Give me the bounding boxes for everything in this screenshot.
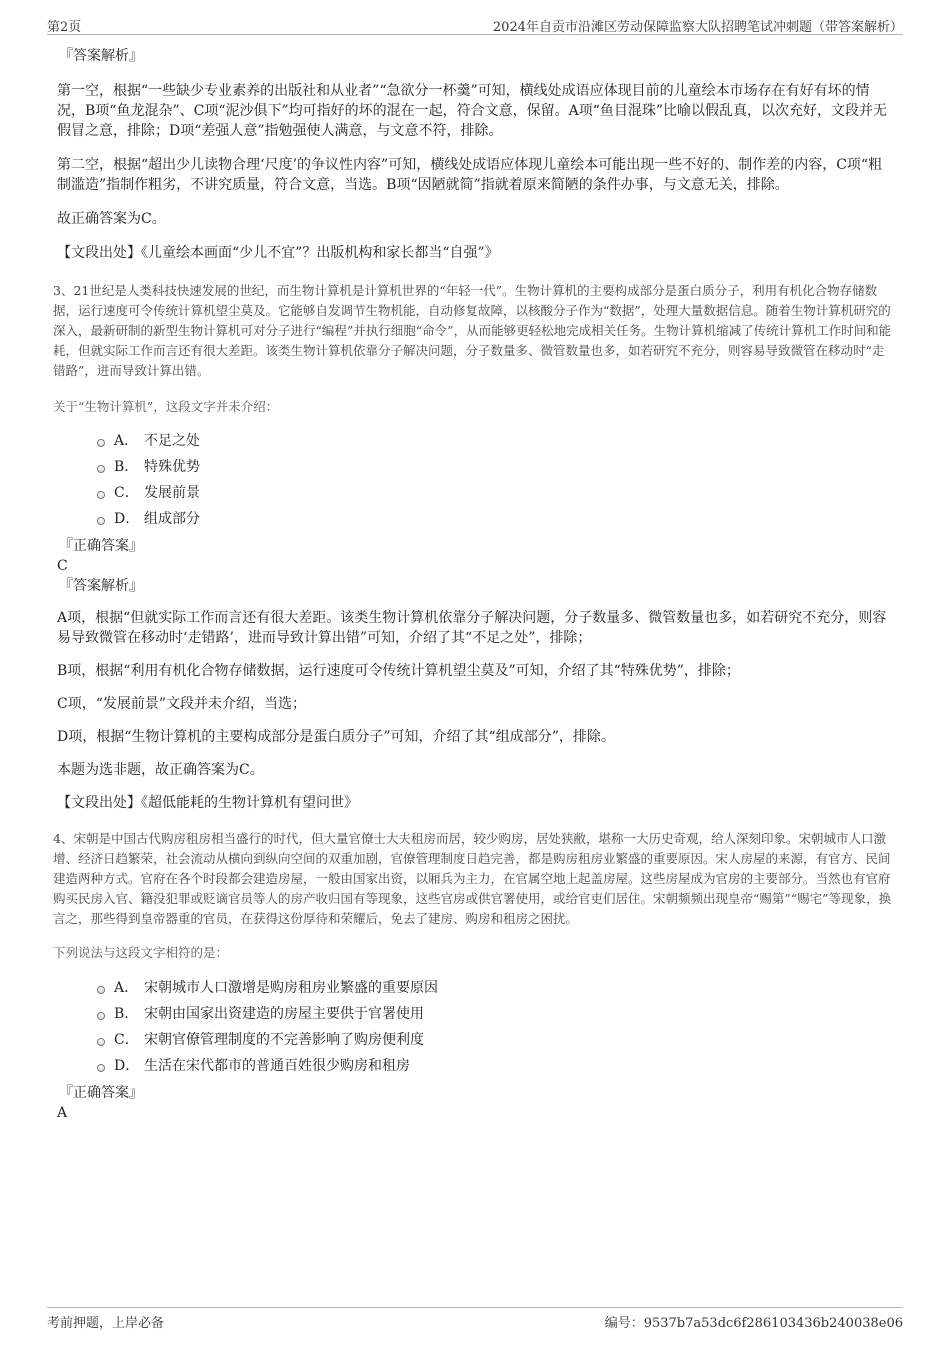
option-text: 生活在宋代都市的普通百姓很少购房和租房	[144, 1058, 410, 1074]
correct-answer: C	[57, 558, 68, 574]
question-4	[53, 829, 892, 1123]
radio-icon[interactable]	[97, 1038, 105, 1046]
radio-icon[interactable]	[97, 986, 105, 994]
footer-slogan: 考前押题，上岸必备	[47, 1316, 165, 1331]
analysis-paragraph: D项，根据“生物计算机的主要构成部分是蛋白质分子”可知，介绍了其“组成部分”，排除。	[57, 729, 615, 745]
analysis-paragraph: 第一空，根据“一些缺少专业素养的出版社和从业者”“急欲分一杯羹”可知，横线处成语应体现目前的儿童绘本市场存在有好有坏的情况，B项“鱼龙混杂”、C项“泥沙俱下”均可指好的坏的混在一起，符合文意，保留。A项“鱼目混珠”比喻以假乱真，以次充好，文段并无假冒之意，排除；D项“差强人意”指勉强使人满意，与文意不符，排除。	[57, 83, 888, 139]
document-title: 2024年自贡市沿滩区劳动保障监察大队招聘笔试冲刺题（带答案解析）	[492, 20, 903, 35]
option-list	[97, 975, 892, 1079]
option-letter: A．	[114, 433, 139, 449]
question-text: 4、宋朝是中国古代购房租房相当盛行的时代，但大量官僚士大夫租房而居，较少购房，居处狭敝，堪称一大历史奇观，给人深刻印象。宋朝城市人口激增、经济日趋繁荣，社会流动从横向到纵向空间的双重加剧，官僚管理制度日趋完善，都是购房租房业繁盛的重要原因。宋人房屋的来源，有官方、民间建造两种方式。官府在各个时段都会建造房屋，一般由国家出资，以厢兵为主力，在官属空地上起盖房屋。这些房屋成为官房的主要部分。当然也有官府购买民房入官、籍没犯罪或贬谪官员等人的房产收归国有等现象，这些官房或供官署使用，或给官吏们居住。宋朝频频出现皇帝“赐第”“赐宅”等现象，换言之，那些得到皇帝器重的官员，在获得这份厚待和荣耀后，免去了建房、购房和租房之困扰。	[53, 831, 892, 926]
option-a[interactable]	[97, 975, 892, 1001]
radio-icon[interactable]	[97, 1012, 105, 1020]
document-serial: 编号：9537b7a53dc6f286103436b240038e06	[604, 1316, 903, 1331]
page-footer	[47, 1307, 903, 1331]
correct-answer: A	[57, 1105, 68, 1121]
option-text: 宋朝城市人口激增是购房租房业繁盛的重要原因	[144, 980, 438, 996]
radio-icon[interactable]	[97, 491, 105, 499]
option-list	[97, 428, 892, 532]
source-citation: 【文段出处】《超低能耗的生物计算机有望问世》	[57, 795, 358, 811]
radio-icon[interactable]	[97, 517, 105, 525]
option-d[interactable]	[97, 506, 892, 532]
option-text: 发展前景	[144, 485, 200, 501]
radio-icon[interactable]	[97, 465, 105, 473]
page-number: 第2页	[47, 20, 82, 35]
option-c[interactable]	[97, 480, 892, 506]
question-text: 3、21世纪是人类科技快速发展的世纪，而生物计算机是计算机世界的“年轻一代”。生物计算机的主要构成部分是蛋白质分子，利用有机化合物存储数据，运行速度可令传统计算机望尘莫及。它能够自发调节生物机能，自动修复故障，以核酸分子作为“数据”，处理大量数据信息。随着生物计算机研究的深入，最新研制的新型生物计算机可对分子进行“编程”并执行细胞“命令”，从而能够更轻松地完成相关任务。生物计算机缩减了传统计算机工作时间和能耗，但就实际工作而言还有很大差距。该类生物计算机依靠分子解决问题，分子数量多、微管数量也多，如若研究不充分，则容易导致微管在移动时“走错路”，进而导致计算出错。	[53, 283, 892, 378]
option-a[interactable]	[97, 428, 892, 454]
option-text: 组成部分	[144, 511, 200, 527]
q2-analysis-section	[57, 46, 892, 263]
analysis-paragraph: B项，根据“利用有机化合物存储数据，运行速度可令传统计算机望尘莫及”可知，介绍了其“特殊优势”，排除；	[57, 663, 740, 679]
option-letter: A．	[114, 980, 139, 996]
question-3	[53, 281, 892, 813]
option-letter: B．	[114, 459, 139, 475]
option-text: 特殊优势	[144, 459, 200, 475]
option-d[interactable]	[97, 1053, 892, 1079]
option-letter: D．	[114, 1058, 140, 1074]
option-c[interactable]	[97, 1027, 892, 1053]
option-letter: D．	[114, 511, 140, 527]
page-header	[47, 14, 903, 35]
analysis-paragraph: C项，“发展前景”文段并未介绍，当选；	[57, 696, 307, 712]
question-prompt: 下列说法与这段文字相符的是：	[53, 945, 229, 960]
question-prompt: 关于“生物计算机”，这段文字并未介绍：	[53, 399, 279, 414]
option-letter: C．	[114, 485, 139, 501]
option-text: 宋朝官僚管理制度的不完善影响了购房便利度	[144, 1032, 424, 1048]
analysis-paragraph: A项，根据“但就实际工作而言还有很大差距。该类生物计算机依靠分子解决问题，分子数量多、微管数量也多，如若研究不充分，则容易导致微管在移动时‘走错路’，进而导致计算出错”可知，介绍了其“不足之处”，排除；	[57, 610, 887, 646]
option-text: 不足之处	[144, 433, 200, 449]
analysis-conclusion: 故正确答案为C。	[57, 211, 166, 227]
option-letter: C．	[114, 1032, 139, 1048]
analysis-conclusion: 本题为选非题，故正确答案为C。	[57, 762, 264, 778]
correct-answer-label: 『正确答案』	[59, 538, 143, 554]
correct-answer-label: 『正确答案』	[59, 1085, 143, 1101]
radio-icon[interactable]	[97, 1064, 105, 1072]
source-citation: 【文段出处】《儿童绘本画面“少儿不宜”？出版机构和家长都当“自强”》	[57, 245, 499, 261]
analysis-label: 『答案解析』	[59, 578, 143, 594]
option-b[interactable]	[97, 454, 892, 480]
option-text: 宋朝由国家出资建造的房屋主要供于官署使用	[144, 1006, 424, 1022]
analysis-paragraph: 第二空，根据“超出少儿读物合理‘尺度’的争议性内容”可知，横线处成语应体现儿童绘本可能出现一些不好的、制作差的内容，C项“粗制滥造”指制作粗劣，不讲究质量，符合文意，当选。B项“因陋就简”指就着原来简陋的条件办事，与文意无关，排除。	[57, 157, 883, 193]
page-content	[53, 46, 892, 1123]
radio-icon[interactable]	[97, 439, 105, 447]
option-b[interactable]	[97, 1001, 892, 1027]
option-letter: B．	[114, 1006, 139, 1022]
analysis-label: 『答案解析』	[59, 48, 143, 64]
